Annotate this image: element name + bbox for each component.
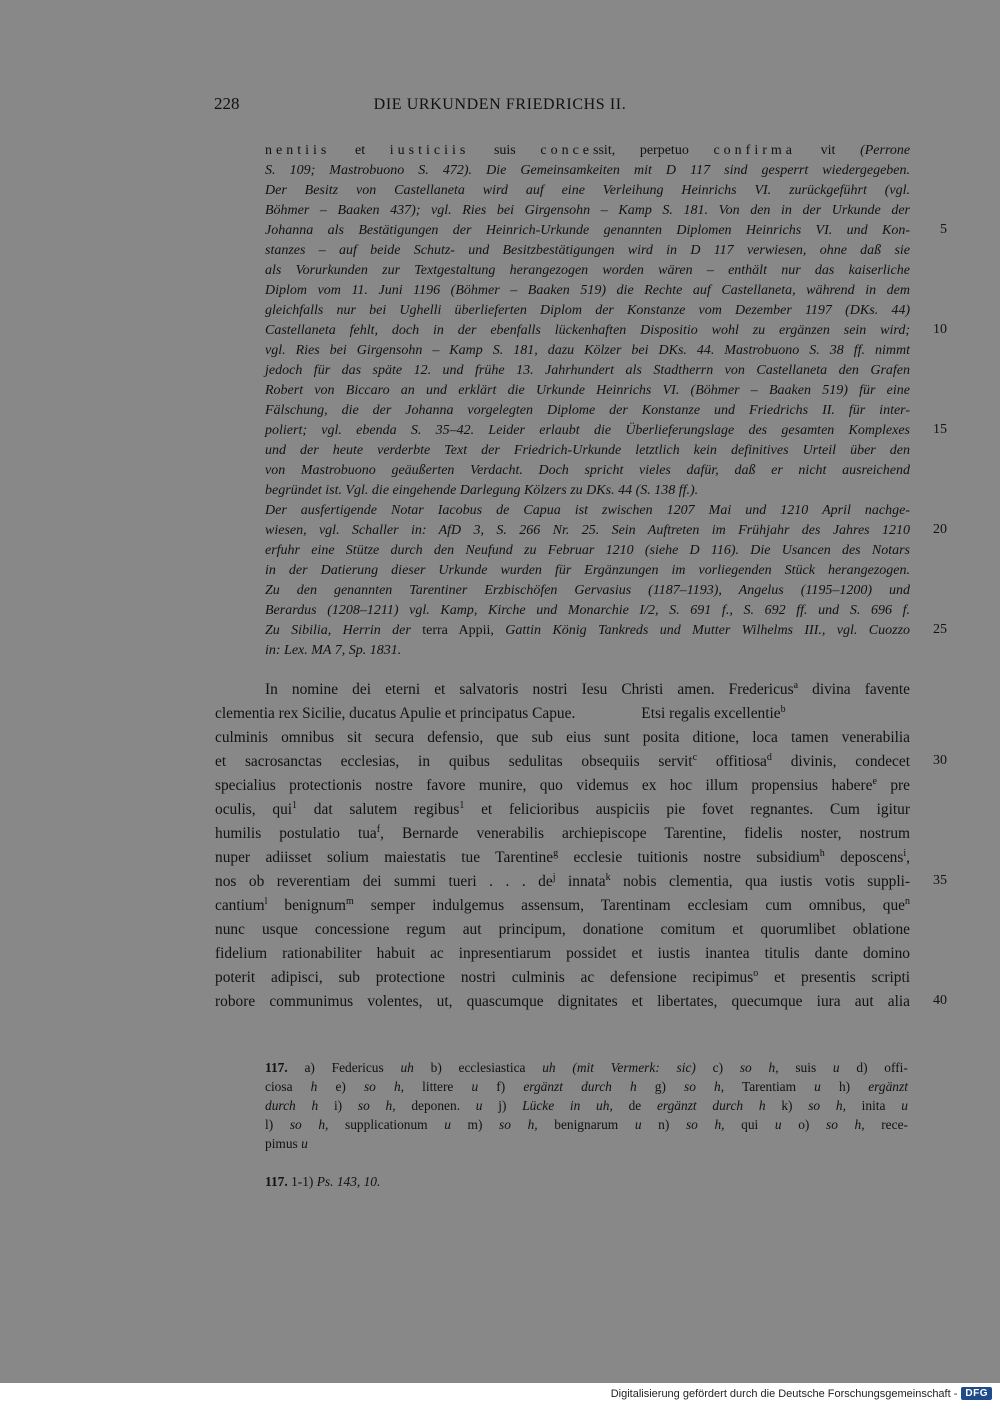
intro-line: Zu Sibilia, Herrin der terra Appii, Gattin König Tankreds und Mutter Wilhelms III., vgl. Cuozzo (265, 623, 911, 638)
charter-line: poterit adipisci, sub protectione nostri culminis ac defensione recipimus$^o$ et presentis scripti (215, 968, 911, 986)
line-number: 35 (933, 873, 947, 888)
charter-line: humilis postulatio tua$^f$, Bernarde venerabilis archiepiscope Tarentine, fidelis noster, nostrum (215, 824, 910, 842)
intro-line: Berardus (1208–1211) vgl. Kamp, Kirche und Monarchie I/2, S. 691 f., S. 692 ff. und S. 696 f. (265, 603, 910, 618)
line-number: 40 (933, 993, 947, 1008)
apparatus-line: pimus u (265, 1136, 308, 1151)
intro-line: als Vorurkunden zur Textgestaltung herangezogen worden wären – enthält nur das kaiserliche (265, 263, 910, 278)
intro-line: S. 109; Mastrobuono S. 472). Die Gemeinsamkeiten mit D 117 sind gesperrt wiedergegeben. (265, 163, 910, 178)
intro-line: und der heute verderbte Text der Friedrich-Urkunde letztlich kein definitives Urteil über den (265, 443, 910, 458)
charter-line: cantium$^l$ benignum$^m$ semper indulgemus assensum, Tarentinam ecclesiam cum omnibus, que$^n$ (215, 896, 910, 914)
intro-line: Fälschung, die der Johanna vorgelegten Diplome der Konstanze und Friedrichs II. für inter- (265, 403, 910, 418)
page-number: 228 (214, 94, 240, 113)
intro-line: in der Datierung dieser Urkunde wurden für Ergänzungen im vorliegenden Stück herangezogen. (265, 563, 910, 578)
intro-line: Castellaneta fehlt, doch in der ebenfalls lückenhaften Dispositio wohl zu ergänzen sein wird; (265, 323, 910, 338)
charter-line: nunc usque concessione regum aut principum, donatione comitum et quorumlibet oblatione (215, 921, 910, 938)
footer-credit (611, 1387, 992, 1400)
intro-line: Robert von Biccaro an und erklärt die Urkunde Heinrichs VI. (Böhmer – Baaken 519) für eine (265, 383, 910, 398)
charter-line: et sacrosanctas ecclesias, in quibus sedulitas obsequiis servit$^c$ offitiosa$^d$ divinis, condecet (215, 752, 910, 770)
intro-line: poliert; vgl. ebenda S. 35–42. Leider erlaubt die Überlieferungslage des gesamten Komplexes (265, 423, 910, 438)
charter-line: In nomine dei eterni et salvatoris nostri Iesu Christi amen. Fredericus$^a$ divina favente (265, 680, 910, 698)
charter-line: nuper adiisset solium maiestatis tue Tarentine$^g$ ecclesie tuitionis nostre subsidium$^h$ deposcens$^i$, (215, 848, 910, 866)
apparatus-line: ciosa h e) so h, littere u f) ergänzt durch h g) so h, Tarentiam u h) ergänzt (265, 1079, 908, 1094)
intro-line: wiesen, vgl. Schaller in: AfD 3, S. 266 Nr. 25. Sein Auftreten im Frühjahr des Jahres 1210 (265, 523, 910, 538)
intro-line: stanzes – auf beide Schutz- und Besitzbestätigungen wird in D 117 verwiesen, ohne daß sie (265, 243, 910, 258)
intro-line: gleichfalls nur bei Ughelli überlieferten Diplom der Konstanze vom Dezember 1197 (DKs. 44) (265, 303, 910, 318)
line-number: 20 (933, 522, 947, 537)
intro-line: begründet ist. Vgl. die eingehende Darlegung Kölzers zu DKs. 44 (S. 138 ff.). (265, 483, 699, 498)
line-number: 30 (933, 753, 947, 768)
charter-line: oculis, qui$^1$ dat salutem regibus$^1$ et felicioribus auspiciis pie fovet regnantes. Cum igitur (215, 800, 910, 818)
intro-line: in: Lex. MA 7, Sp. 1831. (265, 643, 402, 658)
intro-line: vgl. Ries bei Girgensohn – Kamp S. 181, dazu Kölzer bei DKs. 44. Mastrobuono S. 38 ff. nimmt (265, 343, 910, 358)
charter-line: robore communimus volentes, ut, quascumque dignitates et libertates, quecumque iura aut alia (215, 993, 910, 1010)
intro-line: Johanna als Bestätigungen der Heinrich-Urkunde genannten Diplomen Heinrichs VI. und Kon- (265, 223, 910, 238)
line-number: 5 (940, 222, 947, 237)
intro-line: nentiis et iusticiis suis concessit, perpetuo confirma vit (Perrone (265, 143, 911, 158)
page-header (0, 94, 1000, 118)
intro-line: jedoch für das späte 12. und frühe 13. Jahrhundert als Stadtherrn von Castellaneta den Grafen (265, 363, 910, 378)
line-number: 15 (933, 422, 947, 437)
intro-line: erfuhr eine Stütze durch den Neufund zu Februar 1210 (siehe D 116). Die Usancen des Notars (265, 543, 910, 558)
intro-line: Der ausfertigende Notar Iacobus de Capua ist zwischen 1207 Mai und 1210 April nachge- (265, 503, 910, 518)
apparatus-line: durch h i) so h, deponen. u j) Lücke in uh, de ergänzt durch h k) so h, inita u (265, 1098, 908, 1113)
running-head: DIE URKUNDEN FRIEDRICHS II. (373, 96, 627, 113)
charter-line: clementia rex Sicilie, ducatus Apulie et principatus Capue. Etsi regalis excellentie$^b$ (215, 704, 786, 722)
dfg-logo[interactable]: DFG (961, 1387, 992, 1400)
charter-line: fidelium rationabiliter habuit ac inpresentiarum possidet et iustis inantea titulis dante domino (215, 945, 910, 962)
charter-line: culminis omnibus sit secura defensio, que sub eius sunt posita ditione, loca tamen venerabilia (215, 729, 910, 746)
apparatus-line: 117. a) Federicus uh b) ecclesiastica uh (mit Vermerk: sic) c) so h, suis u d) offi- (265, 1060, 908, 1075)
intro-line: Der Besitz von Castellaneta wird auf eine Verleihung Heinrichs VI. zurückgeführt (vgl. (265, 183, 910, 198)
charter-line: nos ob reverentiam dei summi tueri . . . $de^j$ innata$^k$ nobis clementia, qua iustis votis suppli- (215, 872, 911, 890)
intro-line: von Mastrobuono geäußerten Verdacht. Doch spricht vieles dafür, daß er nicht ausreichend (265, 463, 910, 478)
intro-line: Böhmer – Baaken 437); vgl. Ries bei Girgensohn – Kamp S. 181. Von den in der Urkunde der (265, 203, 910, 218)
line-number: 10 (933, 322, 947, 337)
footer-text: Digitalisierung gefördert durch die Deutsche Forschungsgemeinschaft - (610, 1387, 958, 1400)
intro-line: Diplom vom 11. Juni 1196 (Böhmer – Baaken 519) die Rechte auf Castellaneta, während in dem (265, 283, 910, 298)
intro-line: Zu den genannten Tarentiner Erzbischöfen Gervasius (1187–1193), Angelus (1195–1200) und (265, 583, 910, 598)
sources-apparatus: 117. 1-1) Ps. 143, 10. (265, 1174, 381, 1189)
apparatus-line: l) so h, supplicationum u m) so h, benignarum u n) so h, qui u o) so h, rece- (265, 1117, 908, 1132)
line-number: 25 (933, 622, 947, 637)
charter-line: specialius protectionis nostre favore munire, quo videmus ex hoc illum propensius habere$^e$ pre (215, 776, 911, 794)
